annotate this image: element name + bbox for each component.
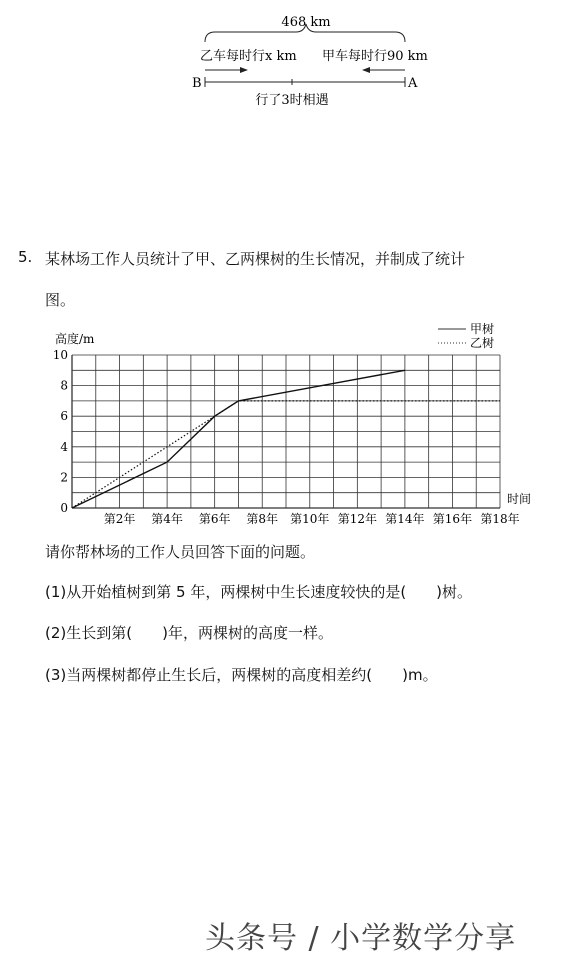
sub-question-3: (3)当两棵树都停止生长后，两棵树的高度相差约( )m。 (45, 666, 438, 684)
x-tick-label: 第2年 (103, 512, 136, 526)
point-a: A (408, 76, 418, 91)
y-tick-label: 0 (60, 501, 68, 515)
y-axis-label: 高度/m (55, 332, 95, 346)
question-5-line1: 某林场工作人员统计了甲、乙两棵树的生长情况，并制成了统计 (45, 250, 466, 268)
y-tick-label: 10 (52, 348, 68, 362)
y-tick-label: 2 (60, 470, 68, 485)
watermark-text: 头条号 / 小学数学分享 (205, 921, 517, 956)
y-tick-label: 4 (60, 439, 68, 454)
sub-question-1: (1)从开始植树到第 5 年，两棵树中生长速度较快的是( )树。 (45, 583, 473, 601)
point-b: B (192, 76, 202, 91)
x-tick-label: 第12年 (337, 512, 377, 526)
x-axis-ticks (104, 511, 520, 526)
x-tick-label: 第6年 (198, 512, 231, 526)
chart-grid (72, 355, 500, 508)
x-axis-label: 时间 (507, 492, 532, 506)
legend-yi-label: 乙树 (470, 336, 495, 350)
x-tick-label: 第8年 (246, 512, 279, 526)
legend-jia-label: 甲树 (470, 322, 495, 336)
tree-growth-chart (0, 318, 587, 533)
sub-question-2: (2)生长到第( )年，两棵树的高度一样。 (45, 624, 333, 642)
y-tick-label: 6 (60, 409, 68, 424)
x-tick-label: 第10年 (290, 512, 330, 526)
meeting-diagram (0, 0, 587, 130)
question-intro: 请你帮林场的工作人员回答下面的问题。 (45, 543, 316, 561)
vehicle-b-arrowhead (240, 67, 248, 73)
x-tick-label: 第4年 (151, 512, 183, 526)
y-tick-label: 8 (60, 378, 68, 393)
x-tick-label: 第16年 (432, 512, 473, 526)
x-tick-label: 第14年 (385, 512, 425, 526)
vehicle-a-label: 甲车每时行90 km (322, 49, 428, 64)
legend (438, 321, 494, 350)
x-tick-label: 第18年 (480, 512, 520, 526)
question-5-line2: 图。 (45, 291, 76, 309)
y-axis-ticks (53, 348, 69, 515)
vehicle-b-label: 乙车每时行x km (200, 49, 297, 64)
vehicle-a-arrowhead (362, 67, 370, 73)
question-5-number: 5. (18, 248, 33, 266)
total-distance-label: 468 km (281, 15, 331, 30)
meeting-time-label: 行了3时相遇 (255, 93, 329, 108)
